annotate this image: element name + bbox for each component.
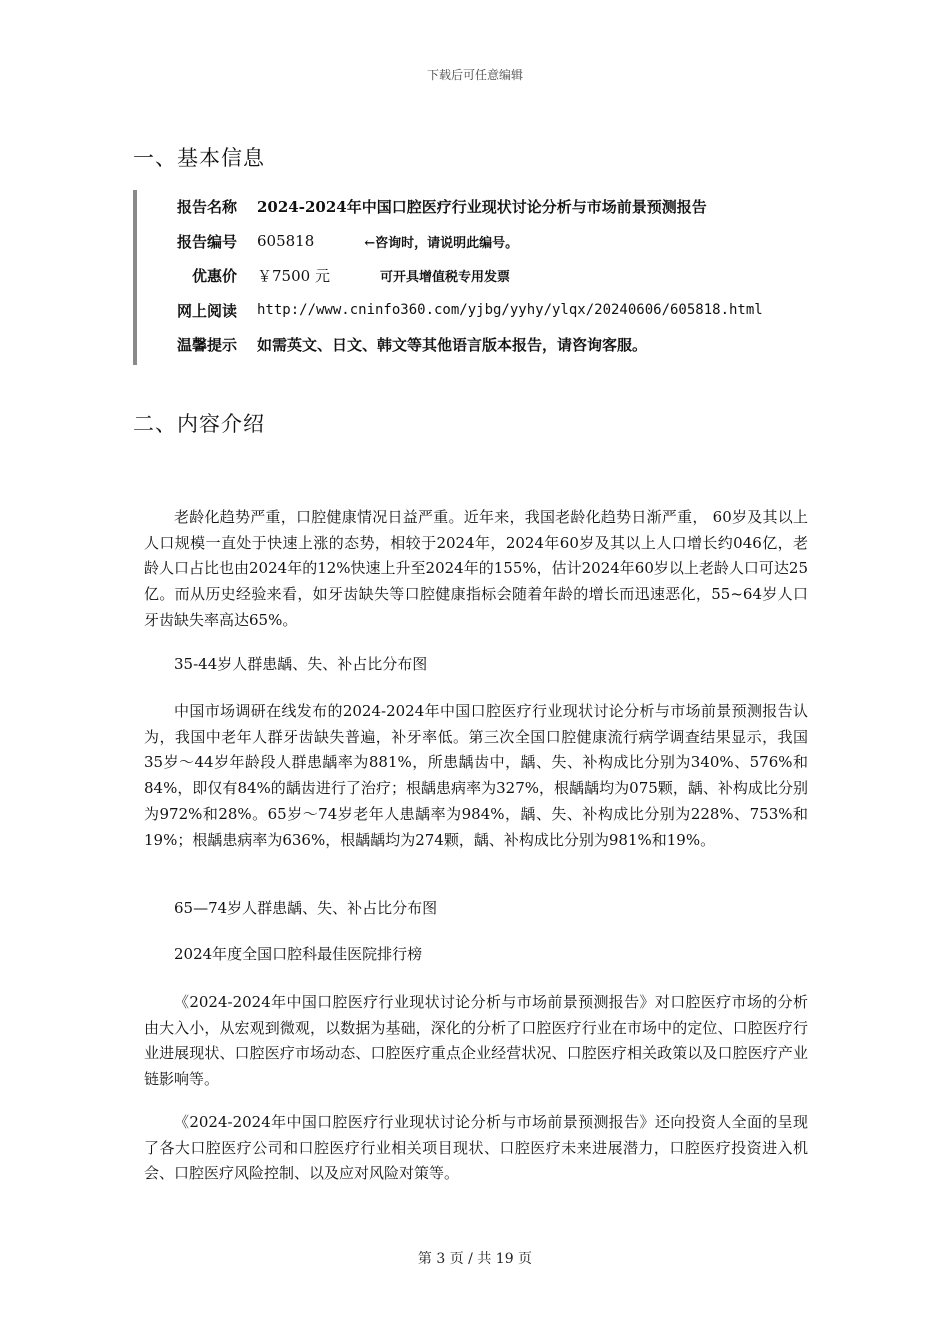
report-tip: 如需英文、日文、韩文等其他语言版本报告，请咨询客服。 (257, 335, 648, 354)
report-id-note: ←咨询时，请说明此编号。 (364, 235, 519, 251)
paragraph-text: 《2024-2024年中国口腔医疗行业现状讨论分析与市场前景预测报告》对口腔医疗市场的分析由大入小，从宏观到微观，以数据为基础，深化的分析了口腔医疗行业在市场中的定位、口腔医疗行业进展现状、口腔医疗市场动态、口腔医疗重点企业经营状况、口腔医疗相关政策以及口腔医疗产业链影响等。 (144, 993, 808, 1089)
paragraph-6 (144, 990, 808, 1093)
section-title-basic-info: 一、基本信息 (133, 146, 265, 170)
paragraph-7 (144, 1110, 808, 1187)
ranking-caption: 2024年度全国口腔科最佳医院排行榜 (174, 945, 423, 963)
chart-caption-35-44: 35-44岁人群患龋、失、补占比分布图 (174, 655, 428, 673)
info-label-tip: 温馨提示 (176, 335, 237, 354)
header-note: 下载后可任意编辑 (426, 68, 523, 82)
report-name: 2024-2024年中国口腔医疗行业现状讨论分析与市场前景预测报告 (257, 197, 707, 216)
paragraph-4 (144, 896, 808, 922)
section-title-content-intro: 二、内容介绍 (133, 412, 265, 436)
paragraph-2 (144, 652, 808, 678)
info-label-id: 报告编号 (176, 232, 237, 251)
paragraph-text: 中国市场调研在线发布的2024-2024年中国口腔医疗行业现状讨论分析与市场前景预测报告认为，我国中老年人群牙齿缺失普遍，补牙率低。第三次全国口腔健康流行病学调查结果显示，我国35岁～44岁年龄段人群患龋率为881%，所患龋齿中，龋、失、补构成比分别为340%、576%和84%，即仅有84%的龋齿进行了治疗；根龋患病率为327%，根龋龋均为075颗，龋、补构成比分别为972%和28%。65岁～74岁老年人患龋率为984%，龋、失、补构成比分别为228%、753%和19%；根龋患病率为636%，根龋龋均为274颗，龋、补构成比分别为981%和19%。 (144, 702, 808, 849)
info-row-id (167, 227, 518, 255)
chart-caption-65-74: 65—74岁人群患龋、失、补占比分布图 (174, 899, 438, 917)
info-label-name: 报告名称 (176, 197, 237, 216)
info-row-name (167, 192, 707, 220)
report-id: 605818 (257, 232, 315, 250)
info-row-tip (167, 330, 647, 358)
info-label-price: 优惠价 (191, 266, 237, 285)
paragraph-text: 《2024-2024年中国口腔医疗行业现状讨论分析与市场前景预测报告》还向投资人全面的呈现了各大口腔医疗公司和口腔医疗行业相关项目现状、口腔医疗未来进展潜力，口腔医疗投资进入机会、口腔医疗风险控制、以及应对风险对策等。 (144, 1113, 808, 1183)
paragraph-3 (144, 699, 808, 853)
paragraph-text: 老龄化趋势严重，口腔健康情况日益严重。近年来，我国老龄化趋势日渐严重， 60岁及其以上人口规模一直处于快速上涨的态势，相较于2024年，2024年60岁及其以上人口增长约046亿，老龄人口占比也由2024年的12%快速上升至2024年的155%，估计2024年60岁以上老龄人口可达25亿。而从历史经验来看，如牙齿缺失等口腔健康指标会随着年龄的增长而迅速恶化，55~64岁人口牙齿缺失率高达65%。 (144, 508, 808, 629)
paragraph-5 (144, 942, 808, 968)
info-row-url (167, 296, 763, 324)
report-price-note: 可开具增值税专用发票 (379, 269, 510, 285)
report-url-link[interactable]: http://www.cninfo360.com/yjbg/yyhy/ylqx/20240606/605818.html (257, 302, 763, 318)
report-price: ￥7500 元 (257, 266, 330, 285)
paragraph-1 (144, 505, 808, 634)
page-number: 第 3 页 / 共 19 页 (417, 1251, 533, 1267)
info-row-price (167, 261, 510, 289)
info-block (133, 190, 817, 365)
info-label-url: 网上阅读 (176, 301, 237, 320)
